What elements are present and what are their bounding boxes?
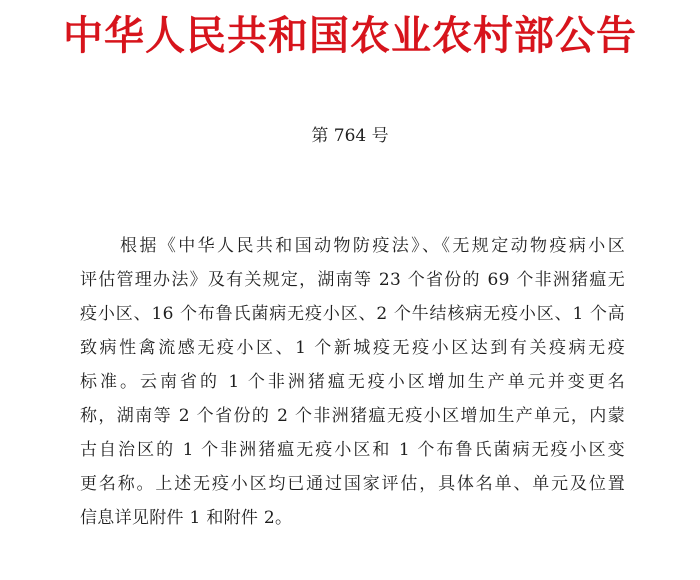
body-line-3: 疫小区、16 个布鲁氏菌病无疫小区、2 个牛结核病无疫小区、1 个高 (80, 304, 625, 324)
body-line-5: 标准。云南省的 1 个非洲猪瘟无疫小区增加生产单元并变更名 (80, 372, 625, 392)
body-line-2: 评估管理办法》及有关规定，湖南等 23 个省份的 69 个非洲猪瘟无 (80, 270, 625, 290)
announcement-number: 第 764 号 (311, 126, 389, 146)
announcement-title: 中华人民共和国农业农村部公告 (63, 13, 637, 59)
body-line-9: 信息详见附件 1 和附件 2。 (80, 508, 293, 528)
body-line-7: 古自治区的 1 个非洲猪瘟无疫小区和 1 个布鲁氏菌病无疫小区变 (80, 440, 625, 460)
body-line-1: 根据《中华人民共和国动物防疫法》、《无规定动物疫病小区 (120, 236, 625, 256)
body-line-4: 致病性禽流感无疫小区、1 个新城疫无疫小区达到有关疫病无疫 (80, 338, 625, 358)
body-line-6: 称，湖南等 2 个省份的 2 个非洲猪瘟无疫小区增加生产单元，内蒙 (80, 406, 625, 426)
body-line-8: 更名称。上述无疫小区均已通过国家评估，具体名单、单元及位置 (80, 474, 625, 494)
announcement-body (80, 229, 625, 535)
